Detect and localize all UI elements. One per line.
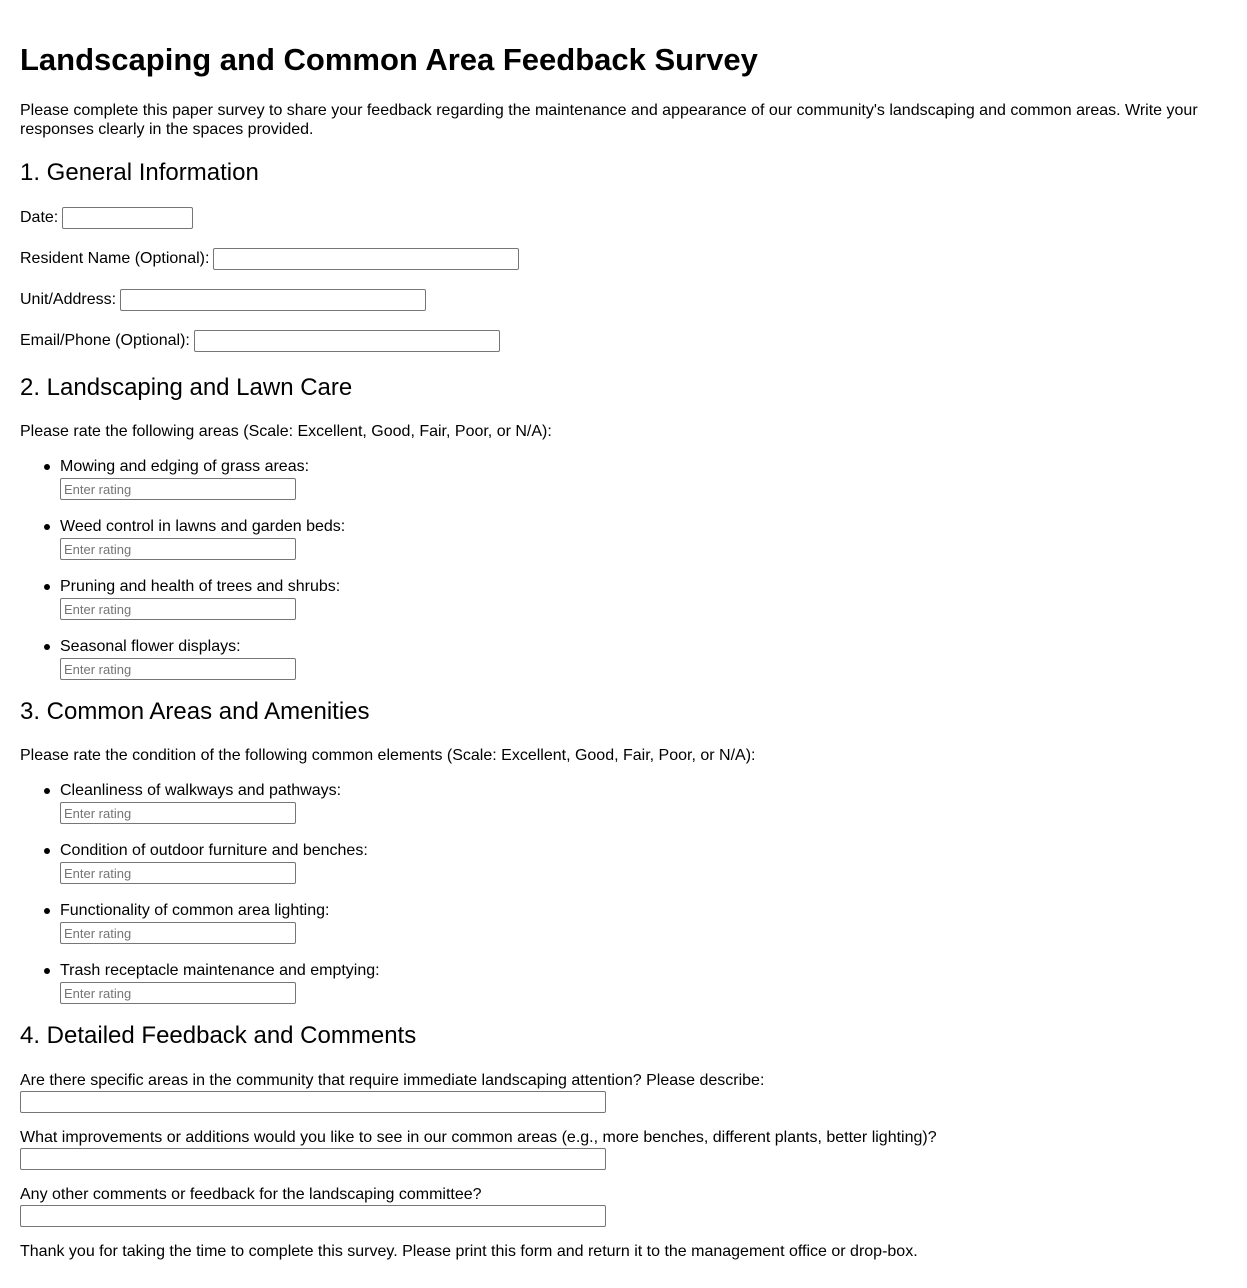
bullet-icon (44, 788, 50, 794)
closing-text: Thank you for taking the time to complete this survey. Please print this form and return it to the management office or drop-box. (20, 1243, 918, 1260)
email-phone-field[interactable] (194, 330, 500, 352)
bullet-icon (44, 848, 50, 854)
bullet-icon (44, 584, 50, 590)
bullet-icon (44, 908, 50, 914)
list-item (20, 841, 380, 901)
page-title: Landscaping and Common Area Feedback Survey (20, 42, 758, 77)
rating-item-label: Functionality of common area lighting: (60, 902, 330, 919)
resident-name-label: Resident Name (Optional): (20, 250, 210, 267)
date-field[interactable] (62, 207, 193, 229)
list-item (20, 457, 345, 517)
rating-item-label: Seasonal flower displays: (60, 638, 241, 655)
list-item (20, 637, 345, 697)
rating-item-label: Weed control in lawns and garden beds: (60, 518, 346, 535)
improvements-block (20, 1128, 937, 1170)
section-general-heading: 1. General Information (20, 159, 259, 186)
bullet-icon (44, 524, 50, 530)
bullet-icon (44, 968, 50, 974)
date-row (20, 207, 193, 229)
mowing-rating-input[interactable] (60, 478, 296, 500)
common-areas-prompt: Please rate the condition of the following common elements (Scale: Excellent, Good, Fair, Poor, or N/A): (20, 747, 756, 764)
bullet-icon (44, 464, 50, 470)
list-item (20, 901, 380, 961)
list-item (20, 961, 380, 1021)
other-comments-block (20, 1185, 606, 1227)
date-label: Date: (20, 209, 59, 226)
other-comments-question: Any other comments or feedback for the landscaping committee? (20, 1186, 482, 1203)
flower-displays-rating-input[interactable] (60, 658, 296, 680)
rating-item-label: Pruning and health of trees and shrubs: (60, 578, 341, 595)
improvements-input[interactable] (20, 1148, 606, 1170)
list-item (20, 577, 345, 637)
rating-item-label: Condition of outdoor furniture and benches: (60, 842, 368, 859)
section-landscaping-heading: 2. Landscaping and Lawn Care (20, 374, 353, 401)
resident-name-field[interactable] (213, 248, 519, 270)
email-phone-row (20, 330, 500, 352)
attention-areas-input[interactable] (20, 1091, 606, 1113)
rating-item-label: Cleanliness of walkways and pathways: (60, 782, 342, 799)
section-feedback-heading: 4. Detailed Feedback and Comments (20, 1022, 417, 1049)
pruning-rating-input[interactable] (60, 598, 296, 620)
unit-address-row (20, 289, 426, 311)
improvements-question: What improvements or additions would you like to see in our common areas (e.g., more benches, different plants, better lighting)? (20, 1129, 937, 1146)
attention-areas-block (20, 1071, 764, 1113)
bullet-icon (44, 644, 50, 650)
rating-item-label: Trash receptacle maintenance and emptying: (60, 962, 380, 979)
common-areas-rating-list (20, 781, 380, 1021)
unit-address-field[interactable] (120, 289, 426, 311)
furniture-rating-input[interactable] (60, 862, 296, 884)
landscaping-rating-list (20, 457, 345, 697)
unit-address-label: Unit/Address: (20, 291, 117, 308)
list-item (20, 781, 380, 841)
weed-control-rating-input[interactable] (60, 538, 296, 560)
section-common-areas-heading: 3. Common Areas and Amenities (20, 698, 370, 725)
intro-text: Please complete this paper survey to share your feedback regarding the maintenance and appearance of our community's landscaping and common areas. Write your responses clearly in the spaces provided. (20, 102, 1198, 138)
lighting-rating-input[interactable] (60, 922, 296, 944)
email-phone-label: Email/Phone (Optional): (20, 332, 190, 349)
trash-rating-input[interactable] (60, 982, 296, 1004)
list-item (20, 517, 345, 577)
attention-areas-question: Are there specific areas in the community that require immediate landscaping attention? Please describe: (20, 1072, 765, 1089)
resident-name-row (20, 248, 519, 270)
walkways-rating-input[interactable] (60, 802, 296, 824)
other-comments-input[interactable] (20, 1205, 606, 1227)
rating-item-label: Mowing and edging of grass areas: (60, 458, 310, 475)
landscaping-prompt: Please rate the following areas (Scale: Excellent, Good, Fair, Poor, or N/A): (20, 423, 552, 440)
